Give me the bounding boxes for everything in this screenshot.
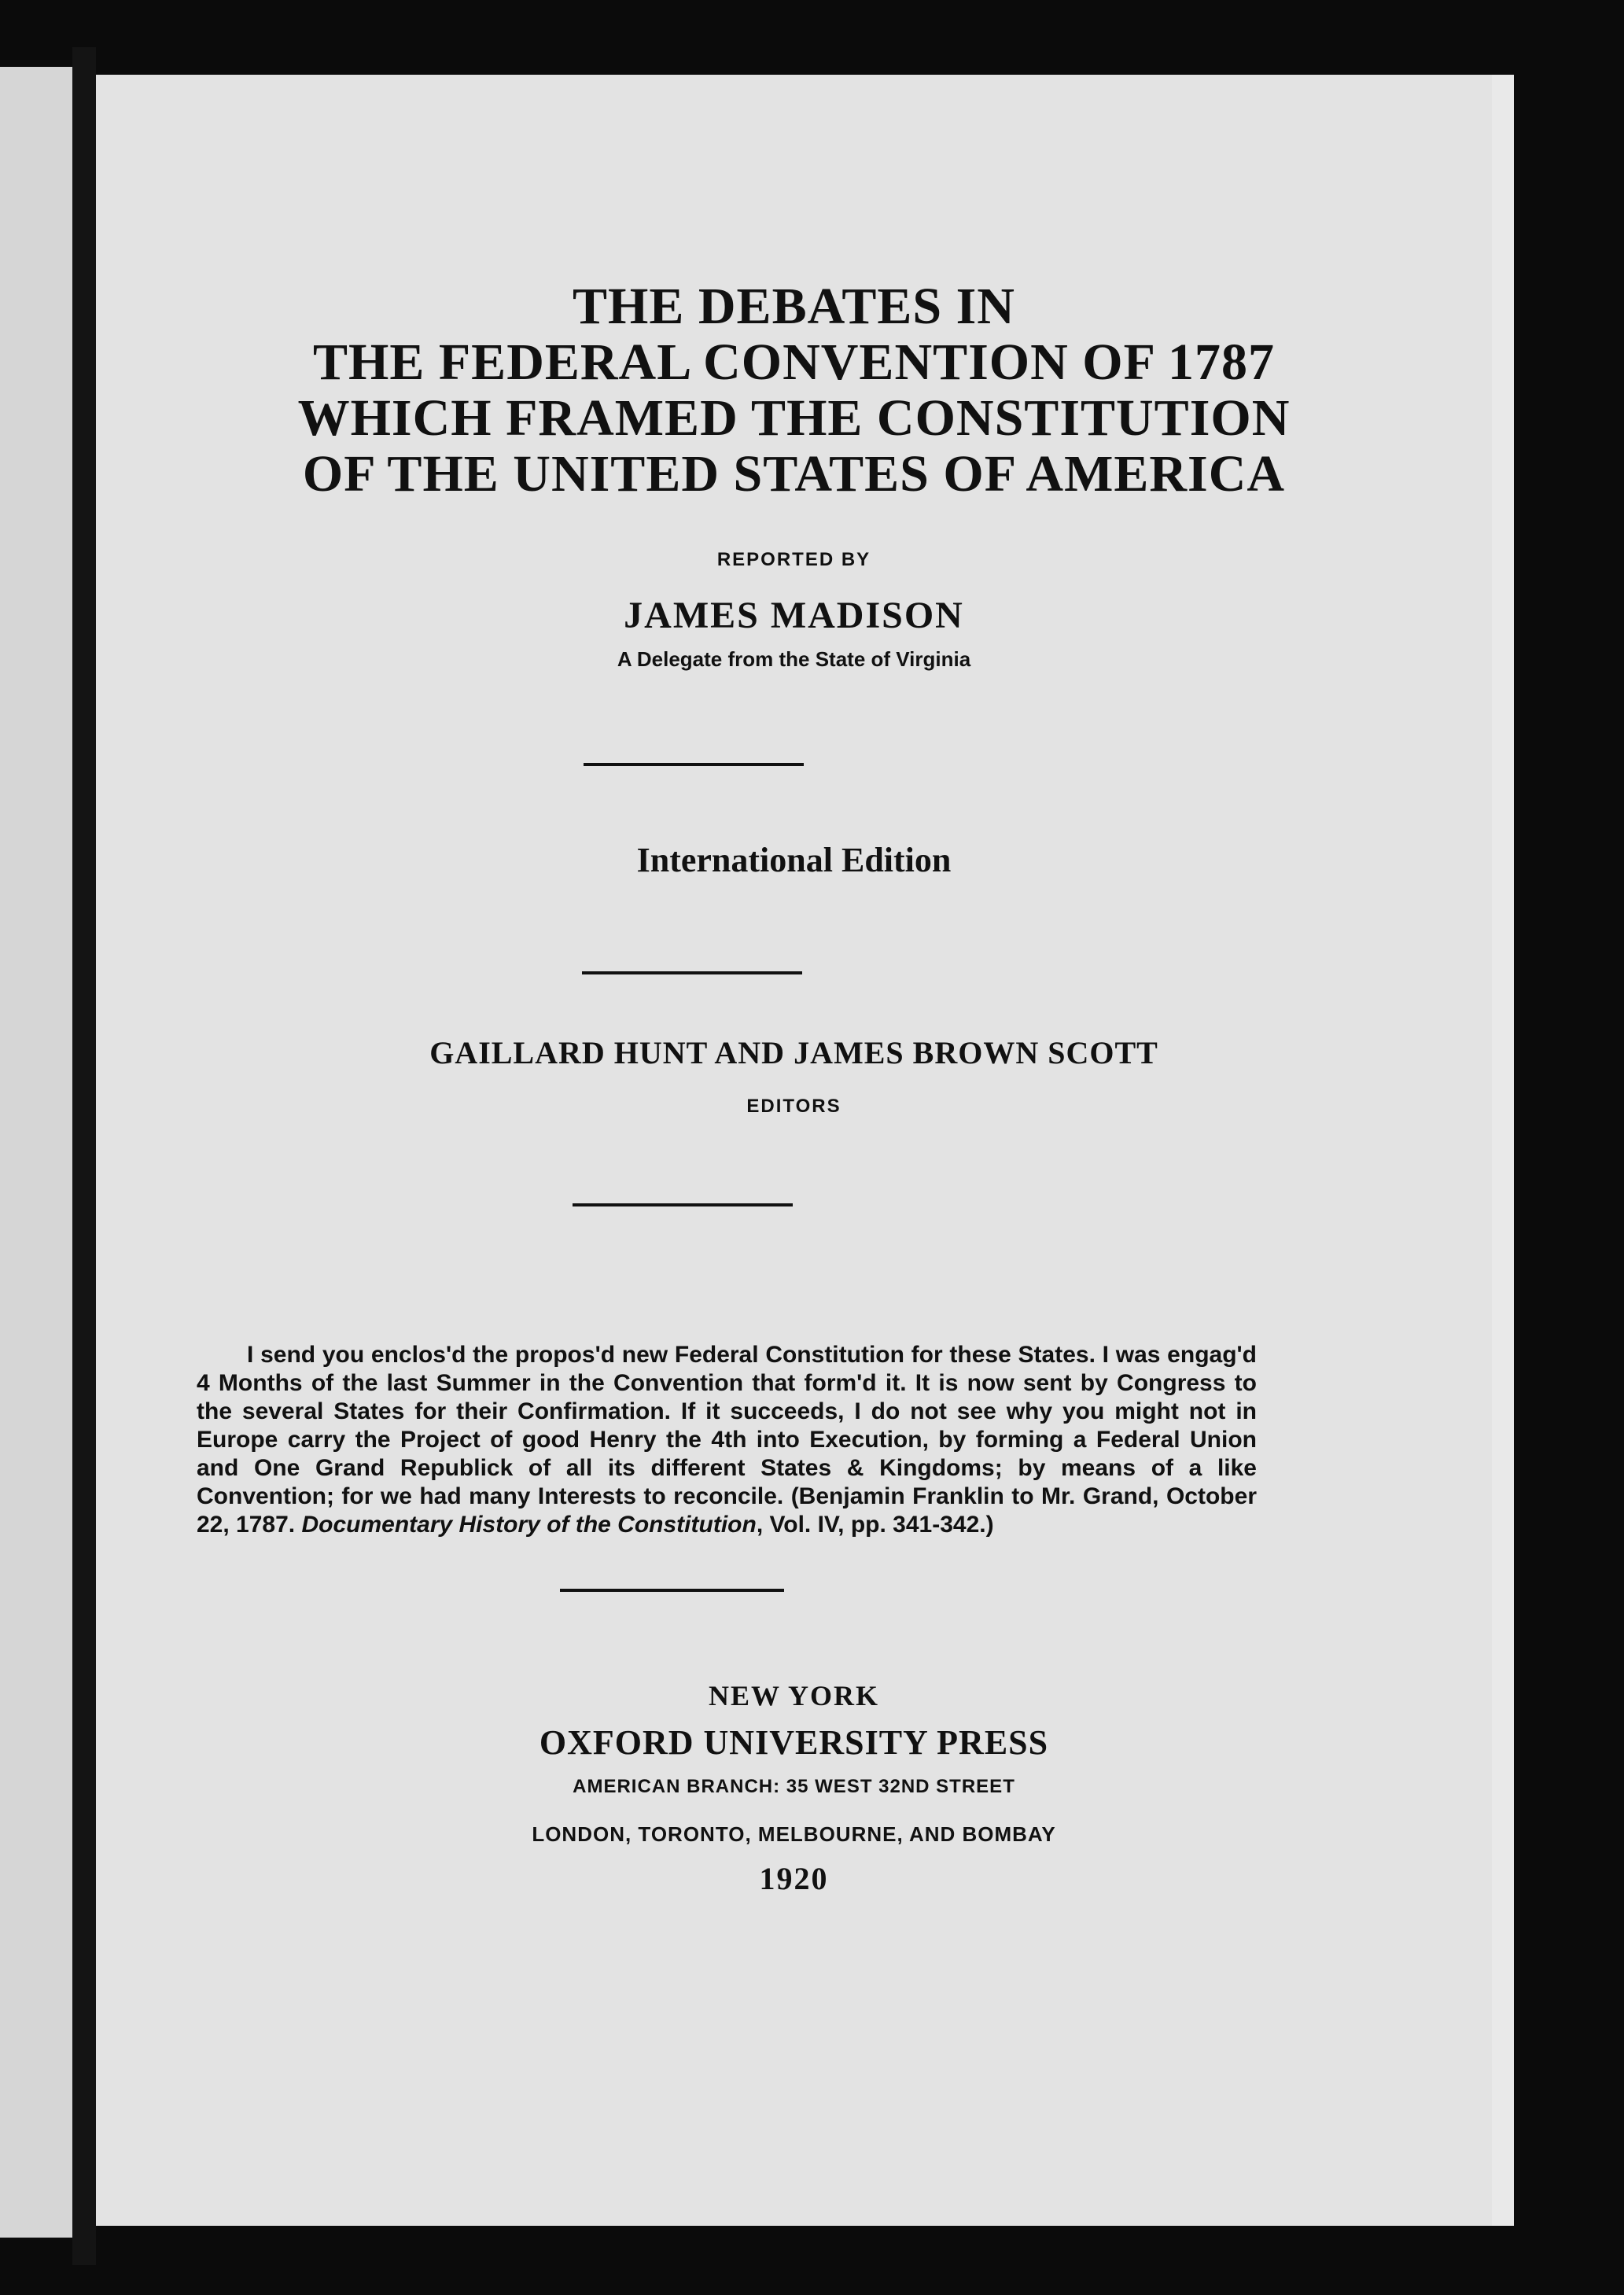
imprint-locations: LONDON, TORONTO, MELBOURNE, AND BOMBAY (532, 1822, 1056, 1846)
divider-rule-2 (582, 971, 802, 974)
imprint-year: 1920 (759, 1861, 829, 1896)
reported-by-label: REPORTED BY (716, 549, 871, 570)
title-line-4: OF THE UNITED STATES OF AMERICA (302, 445, 1286, 503)
title-line-3: WHICH FRAMED THE CONSTITUTION (297, 389, 1291, 447)
edition-label: International Edition (636, 841, 952, 879)
epigraph-quote (197, 1341, 1257, 1539)
divider-rule-4 (560, 1589, 784, 1592)
facing-page-edge (0, 67, 72, 2238)
imprint-branch: AMERICAN BRANCH: 35 WEST 32ND STREET (573, 1776, 1015, 1797)
editors-label: EDITORS (746, 1096, 841, 1117)
quote-text: I send you enclos'd the propos'd new Federal Constitution for these States. I was engag'd 4 Months of the last Summer in the Convention that form'd it. It is now sent by Congress to the several States for their Confirmation. If it succeeds, I do not see why you might not in Europe carry the Project of good Henry the 4th into Execution, by forming a Federal Union and One Grand Republick of all its different States & Kingdoms; by means of a like Convention; for we had many Interests to reconcile. (Benjamin Franklin to Mr. Grand, October 22, 1787. (197, 1342, 1257, 1538)
title-line-1: THE DEBATES IN (573, 278, 1015, 335)
author-name: JAMES MADISON (624, 595, 964, 636)
title-page (96, 75, 1492, 2226)
page-fore-edge (1492, 75, 1514, 2226)
quote-citation-title: Documentary History of the Constitution (301, 1512, 757, 1538)
author-note: A Delegate from the State of Virginia (617, 647, 971, 671)
imprint-publisher: OXFORD UNIVERSITY PRESS (539, 1723, 1049, 1762)
quote-citation-end: , Vol. IV, pp. 341-342.) (756, 1512, 994, 1538)
editors-names: GAILLARD HUNT AND JAMES BROWN SCOTT (429, 1035, 1158, 1070)
divider-rule-1 (584, 763, 804, 766)
imprint-city: NEW YORK (708, 1680, 880, 1711)
divider-rule-3 (573, 1203, 793, 1206)
book-gutter (72, 47, 96, 2265)
title-line-2: THE FEDERAL CONVENTION OF 1787 (312, 333, 1276, 391)
